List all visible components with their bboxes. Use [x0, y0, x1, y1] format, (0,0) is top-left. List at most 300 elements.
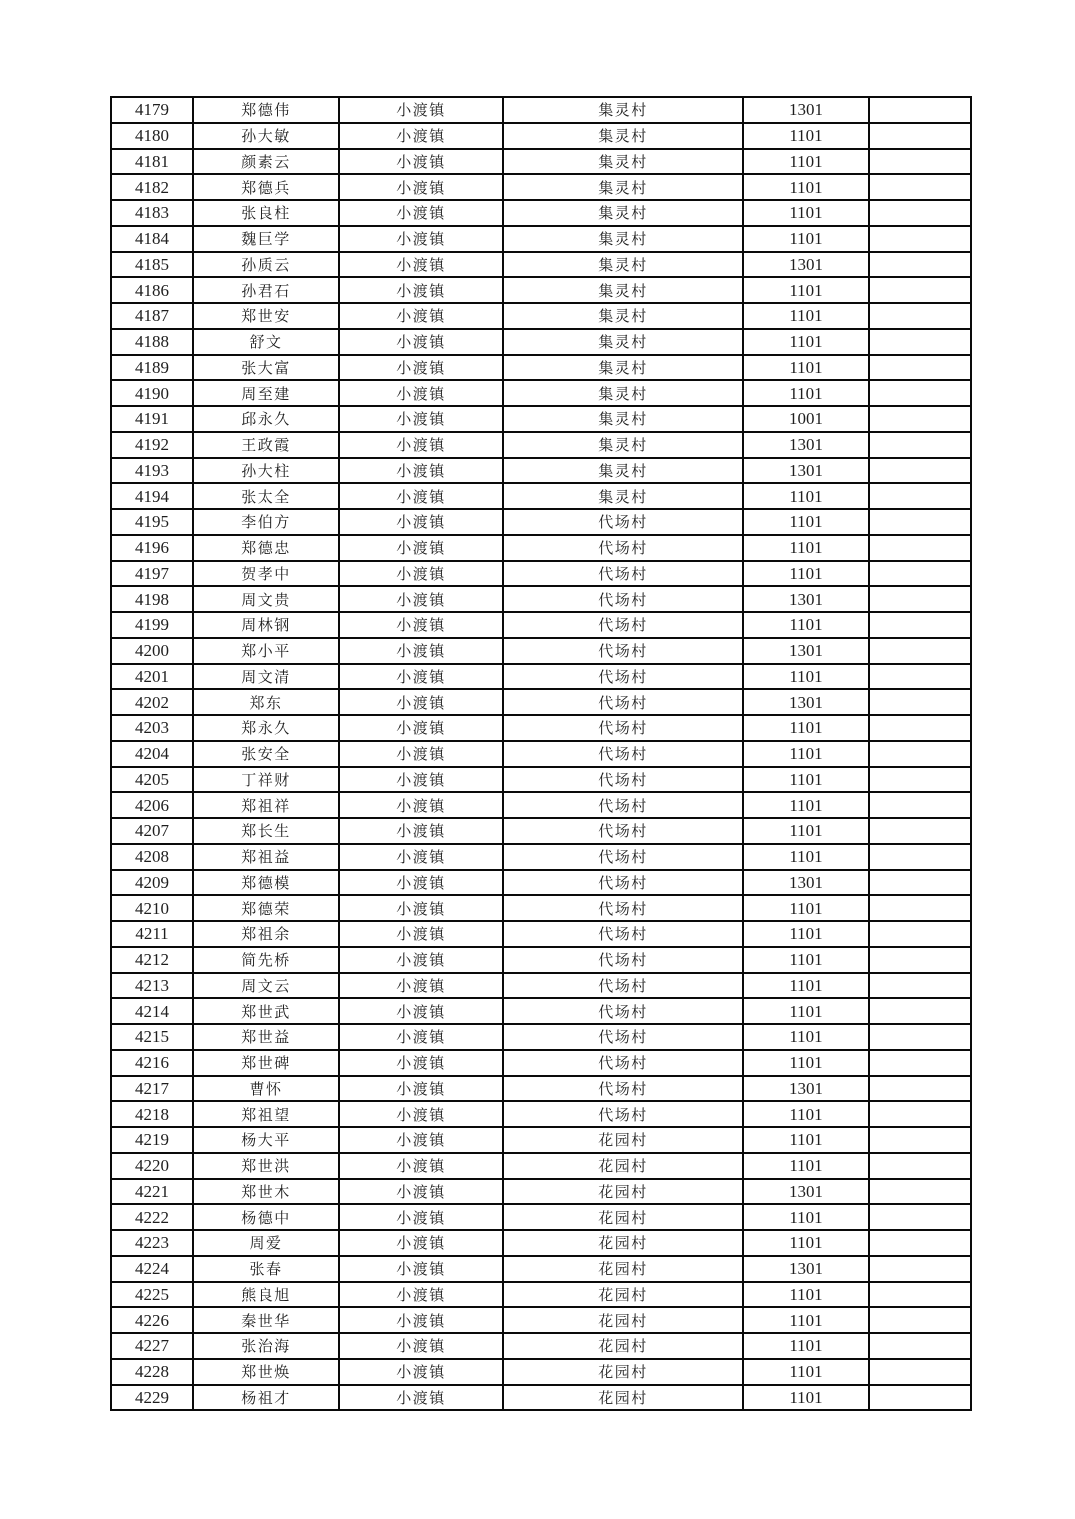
table-row: [111, 303, 971, 329]
table-row: [111, 998, 971, 1024]
cell-village: 花园村: [503, 1230, 743, 1256]
cell-serial: 4186: [111, 277, 193, 303]
cell-serial: 4227: [111, 1333, 193, 1359]
cell-name: 孙大柱: [193, 458, 339, 484]
cell-name: 孙大敏: [193, 123, 339, 149]
cell-village: 集灵村: [503, 406, 743, 432]
cell-code: 1101: [743, 1024, 869, 1050]
cell-code: 1101: [743, 329, 869, 355]
cell-name: 张春: [193, 1256, 339, 1282]
cell-note: [869, 921, 971, 947]
cell-village: 集灵村: [503, 329, 743, 355]
cell-village: 代场村: [503, 1024, 743, 1050]
cell-note: [869, 277, 971, 303]
cell-note: [869, 870, 971, 896]
cell-village: 代场村: [503, 638, 743, 664]
cell-town: 小渡镇: [339, 947, 503, 973]
cell-town: 小渡镇: [339, 303, 503, 329]
cell-note: [869, 1307, 971, 1333]
cell-village: 代场村: [503, 509, 743, 535]
cell-serial: 4213: [111, 973, 193, 999]
cell-town: 小渡镇: [339, 1024, 503, 1050]
cell-name: 丁祥财: [193, 767, 339, 793]
cell-note: [869, 1282, 971, 1308]
cell-note: [869, 1385, 971, 1411]
cell-note: [869, 741, 971, 767]
cell-serial: 4211: [111, 921, 193, 947]
cell-name: 郑东: [193, 689, 339, 715]
cell-name: 张大富: [193, 355, 339, 381]
cell-note: [869, 1230, 971, 1256]
cell-serial: 4217: [111, 1076, 193, 1102]
table-row: [111, 200, 971, 226]
table-row: [111, 483, 971, 509]
cell-name: 张太全: [193, 483, 339, 509]
cell-serial: 4226: [111, 1307, 193, 1333]
cell-town: 小渡镇: [339, 123, 503, 149]
cell-serial: 4192: [111, 432, 193, 458]
cell-serial: 4219: [111, 1127, 193, 1153]
cell-serial: 4189: [111, 355, 193, 381]
cell-note: [869, 638, 971, 664]
cell-name: 舒文: [193, 329, 339, 355]
cell-village: 集灵村: [503, 200, 743, 226]
cell-serial: 4218: [111, 1101, 193, 1127]
table-row: [111, 277, 971, 303]
cell-note: [869, 895, 971, 921]
cell-code: 1301: [743, 586, 869, 612]
cell-note: [869, 200, 971, 226]
cell-serial: 4190: [111, 380, 193, 406]
cell-serial: 4181: [111, 149, 193, 175]
cell-note: [869, 818, 971, 844]
cell-code: 1101: [743, 303, 869, 329]
cell-village: 花园村: [503, 1127, 743, 1153]
cell-code: 1101: [743, 123, 869, 149]
cell-town: 小渡镇: [339, 1230, 503, 1256]
cell-code: 1101: [743, 1101, 869, 1127]
cell-serial: 4214: [111, 998, 193, 1024]
cell-name: 邱永久: [193, 406, 339, 432]
cell-village: 代场村: [503, 664, 743, 690]
cell-name: 郑祖祥: [193, 792, 339, 818]
cell-name: 杨大平: [193, 1127, 339, 1153]
table-row: [111, 741, 971, 767]
cell-serial: 4206: [111, 792, 193, 818]
cell-note: [869, 329, 971, 355]
cell-village: 代场村: [503, 973, 743, 999]
cell-village: 集灵村: [503, 123, 743, 149]
cell-code: 1301: [743, 1076, 869, 1102]
cell-town: 小渡镇: [339, 1101, 503, 1127]
table-row: [111, 638, 971, 664]
cell-town: 小渡镇: [339, 535, 503, 561]
cell-village: 代场村: [503, 1076, 743, 1102]
cell-note: [869, 1204, 971, 1230]
table-row: [111, 1282, 971, 1308]
cell-note: [869, 1101, 971, 1127]
cell-code: 1101: [743, 1230, 869, 1256]
cell-village: 代场村: [503, 741, 743, 767]
cell-serial: 4222: [111, 1204, 193, 1230]
cell-town: 小渡镇: [339, 1282, 503, 1308]
table-row: [111, 947, 971, 973]
cell-town: 小渡镇: [339, 1179, 503, 1205]
cell-code: 1101: [743, 509, 869, 535]
cell-village: 集灵村: [503, 277, 743, 303]
cell-name: 郑世益: [193, 1024, 339, 1050]
table-row: [111, 1359, 971, 1385]
cell-village: 集灵村: [503, 380, 743, 406]
cell-name: 郑世洪: [193, 1153, 339, 1179]
cell-note: [869, 1256, 971, 1282]
cell-serial: 4194: [111, 483, 193, 509]
cell-serial: 4209: [111, 870, 193, 896]
cell-town: 小渡镇: [339, 226, 503, 252]
table-row: [111, 973, 971, 999]
cell-village: 代场村: [503, 561, 743, 587]
cell-code: 1101: [743, 612, 869, 638]
cell-village: 花园村: [503, 1282, 743, 1308]
cell-name: 郑德模: [193, 870, 339, 896]
cell-note: [869, 509, 971, 535]
table-row: [111, 149, 971, 175]
cell-note: [869, 149, 971, 175]
cell-code: 1101: [743, 1282, 869, 1308]
table-row: [111, 1256, 971, 1282]
table-row: [111, 432, 971, 458]
table-row: [111, 174, 971, 200]
cell-name: 郑祖余: [193, 921, 339, 947]
cell-serial: 4188: [111, 329, 193, 355]
cell-village: 代场村: [503, 947, 743, 973]
cell-serial: 4224: [111, 1256, 193, 1282]
cell-town: 小渡镇: [339, 329, 503, 355]
table-row: [111, 380, 971, 406]
cell-village: 代场村: [503, 767, 743, 793]
cell-note: [869, 1359, 971, 1385]
cell-code: 1101: [743, 792, 869, 818]
cell-serial: 4205: [111, 767, 193, 793]
cell-serial: 4203: [111, 715, 193, 741]
cell-village: 花园村: [503, 1179, 743, 1205]
cell-note: [869, 458, 971, 484]
cell-serial: 4183: [111, 200, 193, 226]
cell-code: 1101: [743, 1333, 869, 1359]
cell-name: 周林钢: [193, 612, 339, 638]
cell-code: 1101: [743, 715, 869, 741]
cell-town: 小渡镇: [339, 97, 503, 123]
table-row: [111, 689, 971, 715]
cell-name: 郑长生: [193, 818, 339, 844]
cell-note: [869, 252, 971, 278]
cell-name: 张安全: [193, 741, 339, 767]
cell-name: 秦世华: [193, 1307, 339, 1333]
cell-village: 代场村: [503, 1050, 743, 1076]
cell-name: 张治海: [193, 1333, 339, 1359]
cell-note: [869, 432, 971, 458]
cell-code: 1301: [743, 870, 869, 896]
cell-town: 小渡镇: [339, 252, 503, 278]
cell-note: [869, 715, 971, 741]
cell-code: 1101: [743, 561, 869, 587]
cell-note: [869, 586, 971, 612]
cell-code: 1101: [743, 741, 869, 767]
cell-town: 小渡镇: [339, 1333, 503, 1359]
roster-table-body: [111, 97, 971, 1410]
cell-name: 郑祖益: [193, 844, 339, 870]
table-row: [111, 1127, 971, 1153]
cell-village: 集灵村: [503, 355, 743, 381]
cell-village: 花园村: [503, 1359, 743, 1385]
cell-note: [869, 1024, 971, 1050]
cell-name: 熊良旭: [193, 1282, 339, 1308]
cell-name: 郑世木: [193, 1179, 339, 1205]
cell-note: [869, 174, 971, 200]
cell-town: 小渡镇: [339, 638, 503, 664]
table-row: [111, 586, 971, 612]
cell-village: 代场村: [503, 535, 743, 561]
cell-serial: 4216: [111, 1050, 193, 1076]
cell-serial: 4215: [111, 1024, 193, 1050]
cell-serial: 4228: [111, 1359, 193, 1385]
cell-town: 小渡镇: [339, 1076, 503, 1102]
table-row: [111, 844, 971, 870]
cell-town: 小渡镇: [339, 767, 503, 793]
cell-town: 小渡镇: [339, 561, 503, 587]
cell-code: 1101: [743, 973, 869, 999]
cell-code: 1301: [743, 689, 869, 715]
cell-town: 小渡镇: [339, 792, 503, 818]
cell-town: 小渡镇: [339, 458, 503, 484]
cell-village: 花园村: [503, 1333, 743, 1359]
cell-name: 郑德荣: [193, 895, 339, 921]
cell-village: 代场村: [503, 586, 743, 612]
cell-code: 1101: [743, 998, 869, 1024]
cell-serial: 4210: [111, 895, 193, 921]
cell-village: 代场村: [503, 870, 743, 896]
cell-town: 小渡镇: [339, 921, 503, 947]
table-row: [111, 1101, 971, 1127]
cell-code: 1101: [743, 535, 869, 561]
cell-code: 1101: [743, 380, 869, 406]
cell-serial: 4201: [111, 664, 193, 690]
cell-village: 代场村: [503, 921, 743, 947]
cell-code: 1101: [743, 1307, 869, 1333]
cell-serial: 4200: [111, 638, 193, 664]
cell-name: 郑世武: [193, 998, 339, 1024]
cell-name: 张良柱: [193, 200, 339, 226]
cell-code: 1101: [743, 1359, 869, 1385]
cell-note: [869, 767, 971, 793]
cell-note: [869, 483, 971, 509]
cell-serial: 4221: [111, 1179, 193, 1205]
table-row: [111, 509, 971, 535]
cell-village: 代场村: [503, 612, 743, 638]
cell-name: 郑世碑: [193, 1050, 339, 1076]
cell-name: 李伯方: [193, 509, 339, 535]
cell-town: 小渡镇: [339, 1385, 503, 1411]
cell-name: 周文贵: [193, 586, 339, 612]
table-row: [111, 1204, 971, 1230]
cell-code: 1101: [743, 767, 869, 793]
cell-town: 小渡镇: [339, 1127, 503, 1153]
cell-note: [869, 973, 971, 999]
cell-town: 小渡镇: [339, 715, 503, 741]
table-row: [111, 1050, 971, 1076]
cell-name: 杨德中: [193, 1204, 339, 1230]
cell-code: 1301: [743, 458, 869, 484]
cell-code: 1001: [743, 406, 869, 432]
cell-name: 简先桥: [193, 947, 339, 973]
cell-code: 1101: [743, 200, 869, 226]
cell-town: 小渡镇: [339, 1050, 503, 1076]
cell-note: [869, 1050, 971, 1076]
cell-town: 小渡镇: [339, 895, 503, 921]
cell-name: 周至建: [193, 380, 339, 406]
cell-note: [869, 844, 971, 870]
cell-town: 小渡镇: [339, 1204, 503, 1230]
cell-serial: 4207: [111, 818, 193, 844]
cell-note: [869, 226, 971, 252]
cell-name: 周爱: [193, 1230, 339, 1256]
cell-note: [869, 1127, 971, 1153]
cell-note: [869, 97, 971, 123]
cell-name: 贺孝中: [193, 561, 339, 587]
cell-note: [869, 406, 971, 432]
cell-serial: 4199: [111, 612, 193, 638]
cell-code: 1301: [743, 638, 869, 664]
cell-note: [869, 792, 971, 818]
table-row: [111, 895, 971, 921]
cell-name: 郑德忠: [193, 535, 339, 561]
cell-serial: 4220: [111, 1153, 193, 1179]
cell-note: [869, 689, 971, 715]
cell-town: 小渡镇: [339, 586, 503, 612]
cell-note: [869, 612, 971, 638]
cell-town: 小渡镇: [339, 741, 503, 767]
cell-code: 1301: [743, 432, 869, 458]
cell-village: 集灵村: [503, 226, 743, 252]
cell-village: 集灵村: [503, 252, 743, 278]
cell-note: [869, 947, 971, 973]
table-row: [111, 818, 971, 844]
cell-note: [869, 998, 971, 1024]
table-row: [111, 1385, 971, 1411]
cell-village: 代场村: [503, 895, 743, 921]
cell-town: 小渡镇: [339, 1153, 503, 1179]
cell-name: 曹怀: [193, 1076, 339, 1102]
table-row: [111, 252, 971, 278]
table-row: [111, 1179, 971, 1205]
cell-serial: 4185: [111, 252, 193, 278]
table-row: [111, 1153, 971, 1179]
cell-village: 集灵村: [503, 458, 743, 484]
table-row: [111, 1333, 971, 1359]
cell-village: 集灵村: [503, 97, 743, 123]
cell-note: [869, 1179, 971, 1205]
cell-town: 小渡镇: [339, 355, 503, 381]
cell-code: 1101: [743, 1385, 869, 1411]
table-row: [111, 664, 971, 690]
cell-village: 花园村: [503, 1153, 743, 1179]
cell-code: 1101: [743, 1127, 869, 1153]
roster-table: [110, 96, 972, 1411]
cell-note: [869, 1076, 971, 1102]
cell-code: 1101: [743, 483, 869, 509]
cell-code: 1101: [743, 355, 869, 381]
cell-serial: 4225: [111, 1282, 193, 1308]
cell-serial: 4208: [111, 844, 193, 870]
cell-town: 小渡镇: [339, 509, 503, 535]
cell-name: 郑德兵: [193, 174, 339, 200]
cell-town: 小渡镇: [339, 1256, 503, 1282]
cell-code: 1101: [743, 1204, 869, 1230]
cell-village: 集灵村: [503, 483, 743, 509]
cell-name: 郑世焕: [193, 1359, 339, 1385]
table-row: [111, 715, 971, 741]
cell-code: 1101: [743, 664, 869, 690]
cell-serial: 4184: [111, 226, 193, 252]
table-row: [111, 1076, 971, 1102]
table-row: [111, 97, 971, 123]
cell-code: 1101: [743, 947, 869, 973]
cell-serial: 4179: [111, 97, 193, 123]
cell-town: 小渡镇: [339, 483, 503, 509]
table-row: [111, 792, 971, 818]
cell-name: 王政霞: [193, 432, 339, 458]
cell-town: 小渡镇: [339, 612, 503, 638]
cell-code: 1101: [743, 844, 869, 870]
table-row: [111, 767, 971, 793]
cell-village: 代场村: [503, 818, 743, 844]
cell-town: 小渡镇: [339, 689, 503, 715]
table-row: [111, 870, 971, 896]
cell-code: 1101: [743, 921, 869, 947]
cell-village: 花园村: [503, 1204, 743, 1230]
cell-code: 1101: [743, 1153, 869, 1179]
table-row: [111, 561, 971, 587]
cell-code: 1301: [743, 1256, 869, 1282]
cell-village: 代场村: [503, 689, 743, 715]
cell-serial: 4193: [111, 458, 193, 484]
cell-name: 颜素云: [193, 149, 339, 175]
cell-village: 集灵村: [503, 149, 743, 175]
table-row: [111, 226, 971, 252]
table-row: [111, 458, 971, 484]
cell-code: 1101: [743, 1050, 869, 1076]
cell-serial: 4182: [111, 174, 193, 200]
cell-code: 1301: [743, 97, 869, 123]
cell-code: 1101: [743, 895, 869, 921]
cell-note: [869, 561, 971, 587]
cell-serial: 4212: [111, 947, 193, 973]
table-row: [111, 329, 971, 355]
cell-name: 郑小平: [193, 638, 339, 664]
cell-name: 孙君石: [193, 277, 339, 303]
cell-village: 花园村: [503, 1385, 743, 1411]
cell-town: 小渡镇: [339, 380, 503, 406]
cell-serial: 4198: [111, 586, 193, 612]
cell-code: 1101: [743, 149, 869, 175]
cell-name: 周文清: [193, 664, 339, 690]
cell-town: 小渡镇: [339, 818, 503, 844]
cell-serial: 4180: [111, 123, 193, 149]
cell-town: 小渡镇: [339, 149, 503, 175]
cell-name: 郑永久: [193, 715, 339, 741]
cell-name: 周文云: [193, 973, 339, 999]
cell-serial: 4202: [111, 689, 193, 715]
